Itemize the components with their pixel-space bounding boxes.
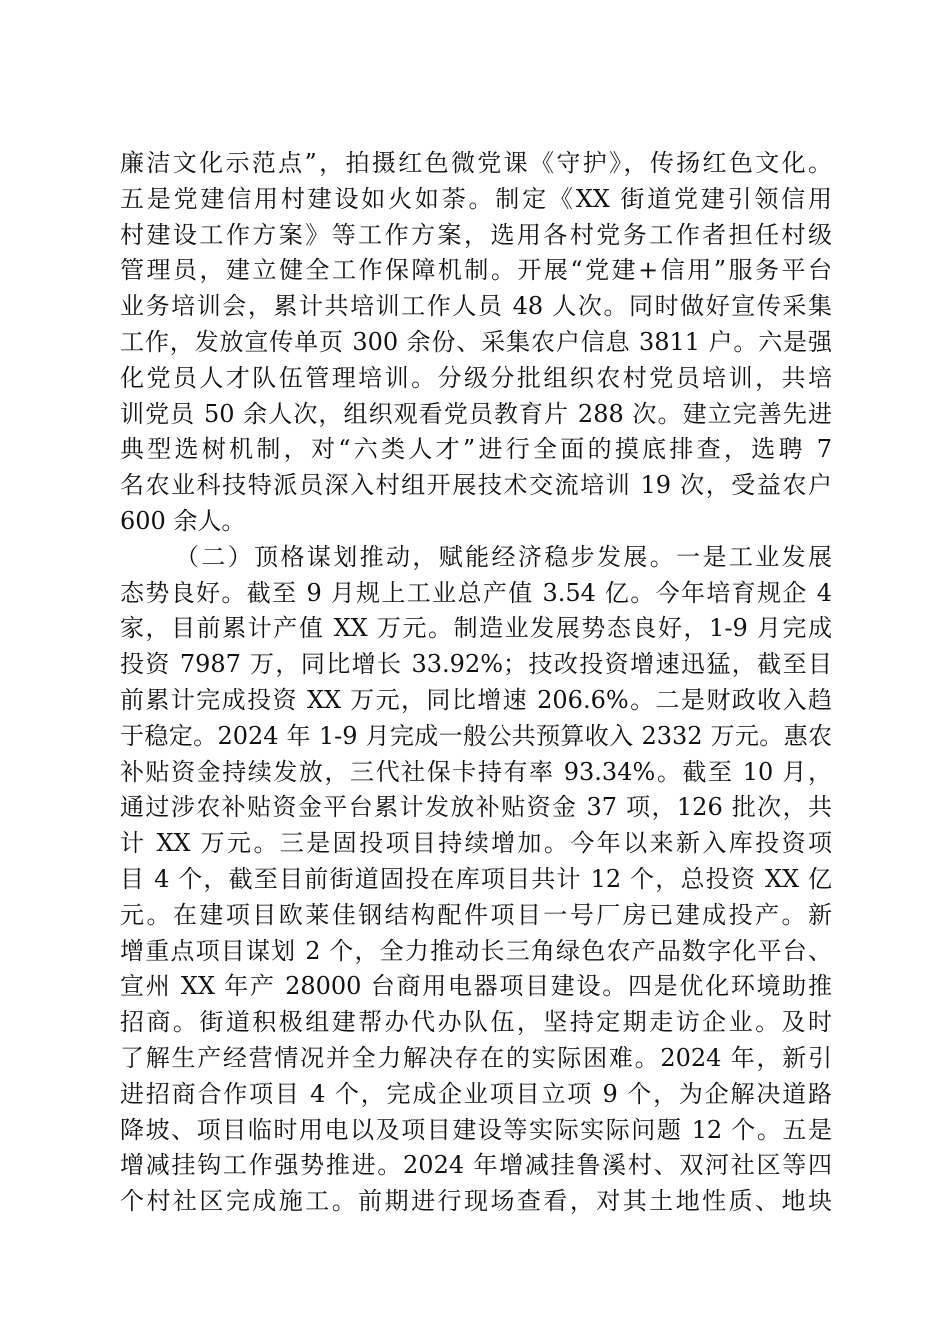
section-heading-line: （二）顶格谋划推动，赋能经济稳步发展。一是工业发展 (175, 542, 832, 571)
body-line: 态势良好。截至 9 月规上工业总产值 3.54 亿。今年培育规企 4 (120, 578, 832, 607)
body-line: 化党员人才队伍管理培训。分级分批组织农村党员培训，共培 (120, 363, 832, 392)
body-line: 典型选树机制，对“六类人才”进行全面的摸底排查，选聘 7 (120, 435, 832, 464)
body-line: 廉洁文化示范点”，拍摄红色微党课《守护》，传扬红色文化。 (120, 149, 832, 177)
body-line: 于稳定。2024 年 1-9 月完成一般公共预算收入 2332 万元。惠农 (120, 721, 832, 750)
body-line: 通过涉农补贴资金平台累计发放补贴资金 37 项，126 批次，共 (120, 793, 832, 822)
body-line: 工作，发放宣传单页 300 余份、采集农户信息 3811 户。六是强 (120, 327, 832, 356)
body-line: 家，目前累计产值 XX 万元。制造业发展势态良好，1-9 月完成 (120, 614, 832, 643)
body-line: 元。在建项目欧莱佳钢结构配件项目一号厂房已建成投产。新 (120, 900, 832, 929)
body-line: 补贴资金持续发放，三代社保卡持有率 93.34%。截至 10 月， (120, 757, 832, 786)
body-line: 前累计完成投资 XX 万元，同比增速 206.6%。二是财政收入趋 (120, 685, 832, 714)
body-line: 管理员，建立健全工作保障机制。开展“党建+信用”服务平台 (120, 256, 832, 285)
body-line: 投资 7987 万，同比增长 33.92%；技改投资增速迅猛，截至目 (120, 650, 832, 679)
body-line: 进招商合作项目 4 个，完成企业项目立项 9 个，为企解决道路 (120, 1079, 832, 1108)
body-line: 了解生产经营情况并全力解决存在的实际困难。2024 年，新引 (120, 1043, 832, 1072)
paragraph-end-line: 600 余人。 (120, 506, 246, 535)
body-line: 招商。街道积极组建帮办代办队伍，坚持定期走访企业。及时 (120, 1008, 832, 1037)
body-line: 增重点项目谋划 2 个，全力推动长三角绿色农产品数字化平台、 (120, 936, 832, 965)
body-line: 训党员 50 余人次，组织观看党员教育片 288 次。建立完善先进 (120, 399, 832, 428)
document-body (120, 146, 832, 1220)
body-line: 村建设工作方案》等工作方案，选用各村党务工作者担任村级 (120, 220, 832, 249)
body-line: 目 4 个，截至目前街道固投在库项目共计 12 个，总投资 XX 亿 (120, 864, 832, 893)
body-line: 降坡、项目临时用电以及项目建设等实际实际问题 12 个。五是 (120, 1115, 832, 1144)
body-line: 个村社区完成施工。前期进行现场查看，对其土地性质、地块 (120, 1187, 832, 1216)
body-line: 五是党建信用村建设如火如荼。制定《XX 街道党建引领信用 (120, 184, 832, 213)
body-line: 名农业科技特派员深入村组开展技术交流培训 19 次，受益农户 (120, 471, 832, 500)
body-line: 增减挂钩工作强势推进。2024 年增减挂鲁溪村、双河社区等四 (120, 1151, 832, 1180)
body-line: 宣州 XX 年产 28000 台商用电器项目建设。四是优化环境助推 (120, 972, 832, 1001)
body-line: 计 XX 万元。三是固投项目持续增加。今年以来新入库投资项 (120, 829, 832, 858)
body-line: 业务培训会，累计共培训工作人员 48 人次。同时做好宣传采集 (120, 292, 832, 321)
